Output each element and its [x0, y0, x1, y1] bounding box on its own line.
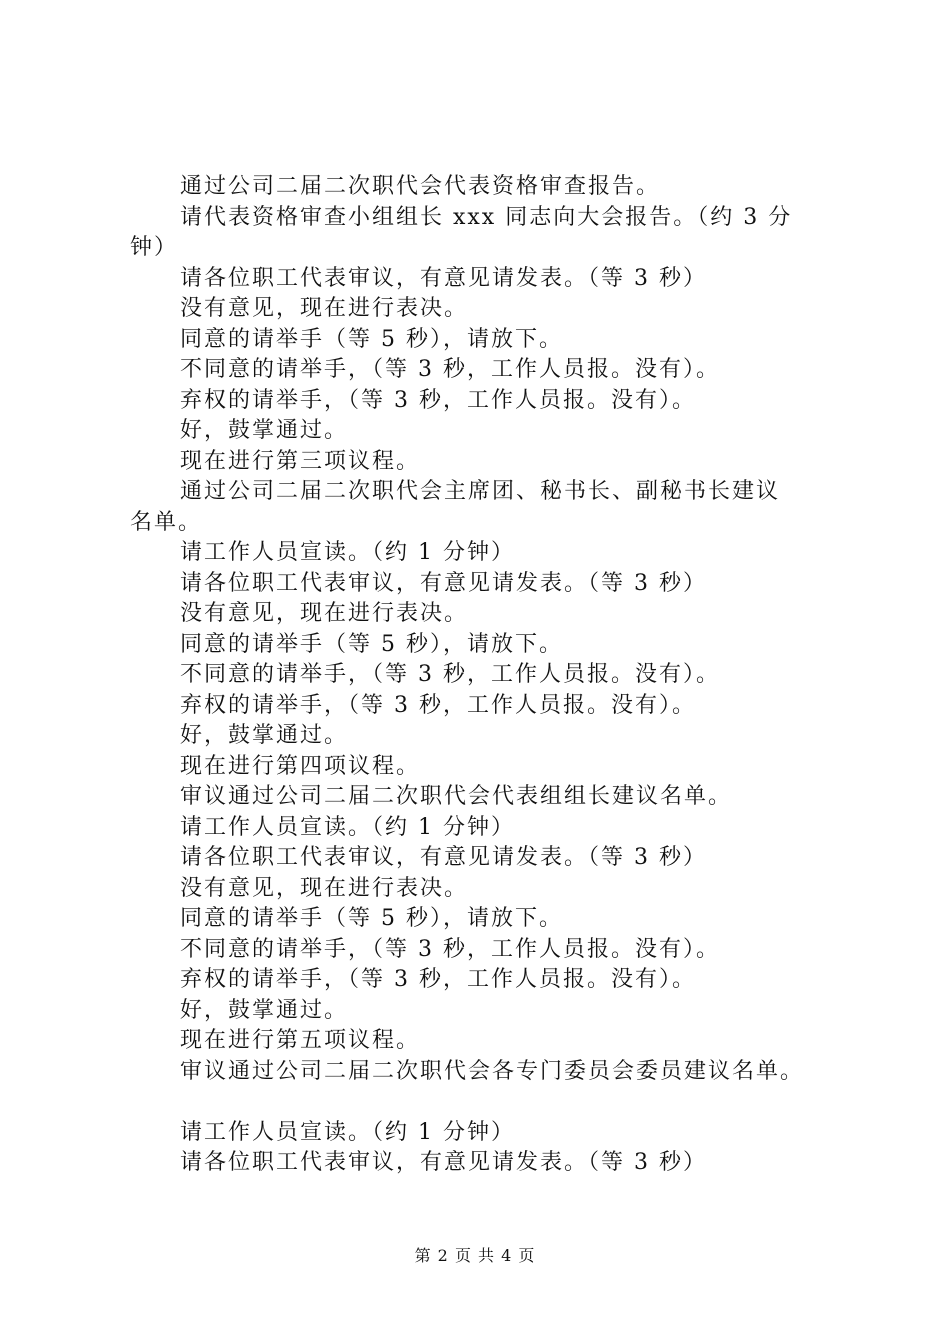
text-line: 请各位职工代表审议，有意见请发表。（等 3 秒）: [180, 265, 707, 291]
text-line: 请工作人员宣读。（约 1 分钟）: [180, 540, 515, 565]
text-line: 好，鼓掌通过。: [180, 997, 349, 1023]
text-line: 同意的请举手（等 5 秒），请放下。: [180, 326, 563, 352]
text-line: 请代表资格审查小组组长 xxx 同志向大会报告。（约 3 分: [180, 204, 793, 230]
text-line: 不同意的请举手，（等 3 秒，工作人员报。没有）。: [180, 662, 720, 687]
page-footer: 第 2 页 共 4 页: [414, 1246, 536, 1265]
text-line: 请各位职工代表审议，有意见请发表。（等 3 秒）: [180, 845, 707, 870]
text-line: 弃权的请举手，（等 3 秒，工作人员报。没有）。: [180, 387, 696, 413]
text-line: 请各位职工代表审议，有意见请发表。（等 3 秒）: [180, 570, 707, 596]
text-line: 通过公司二届二次职代会主席团、秘书长、副秘书长建议: [180, 479, 781, 504]
text-line: 同意的请举手（等 5 秒），请放下。: [180, 631, 563, 657]
text-line: 同意的请举手（等 5 秒），请放下。: [180, 906, 563, 931]
text-line: 审议通过公司二届二次职代会各专门委员会委员建议名单。: [180, 1058, 805, 1084]
text-line: 通过公司二届二次职代会代表资格审查报告。: [180, 174, 661, 199]
text-line: 请各位职工代表审议，有意见请发表。（等 3 秒）: [180, 1150, 707, 1175]
text-line: 现在进行第五项议程。: [180, 1028, 421, 1053]
text-line: 请工作人员宣读。（约 1 分钟）: [180, 814, 515, 840]
blank-line: [130, 1087, 850, 1118]
text-line: 弃权的请举手，（等 3 秒，工作人员报。没有）。: [180, 967, 696, 992]
text-line: 好，鼓掌通过。: [180, 723, 349, 748]
text-line: 钟）: [130, 235, 179, 260]
text-line: 没有意见，现在进行表决。: [180, 875, 469, 901]
text-line: 不同意的请举手，（等 3 秒，工作人员报。没有）。: [180, 936, 720, 962]
text-line: 不同意的请举手，（等 3 秒，工作人员报。没有）。: [180, 357, 720, 382]
text-line: 没有意见，现在进行表决。: [180, 601, 469, 626]
text-line: 没有意见，现在进行表决。: [180, 296, 469, 321]
text-line: 现在进行第三项议程。: [180, 448, 421, 474]
text-line: 审议通过公司二届二次职代会代表组组长建议名单。: [180, 784, 733, 809]
text-line: 现在进行第四项议程。: [180, 753, 421, 779]
text-line: 请工作人员宣读。（约 1 分钟）: [180, 1119, 515, 1145]
text-line: 好，鼓掌通过。: [180, 418, 349, 443]
text-line: 弃权的请举手，（等 3 秒，工作人员报。没有）。: [180, 692, 696, 718]
text-line: 名单。: [130, 509, 203, 535]
document-body: [130, 172, 850, 1179]
